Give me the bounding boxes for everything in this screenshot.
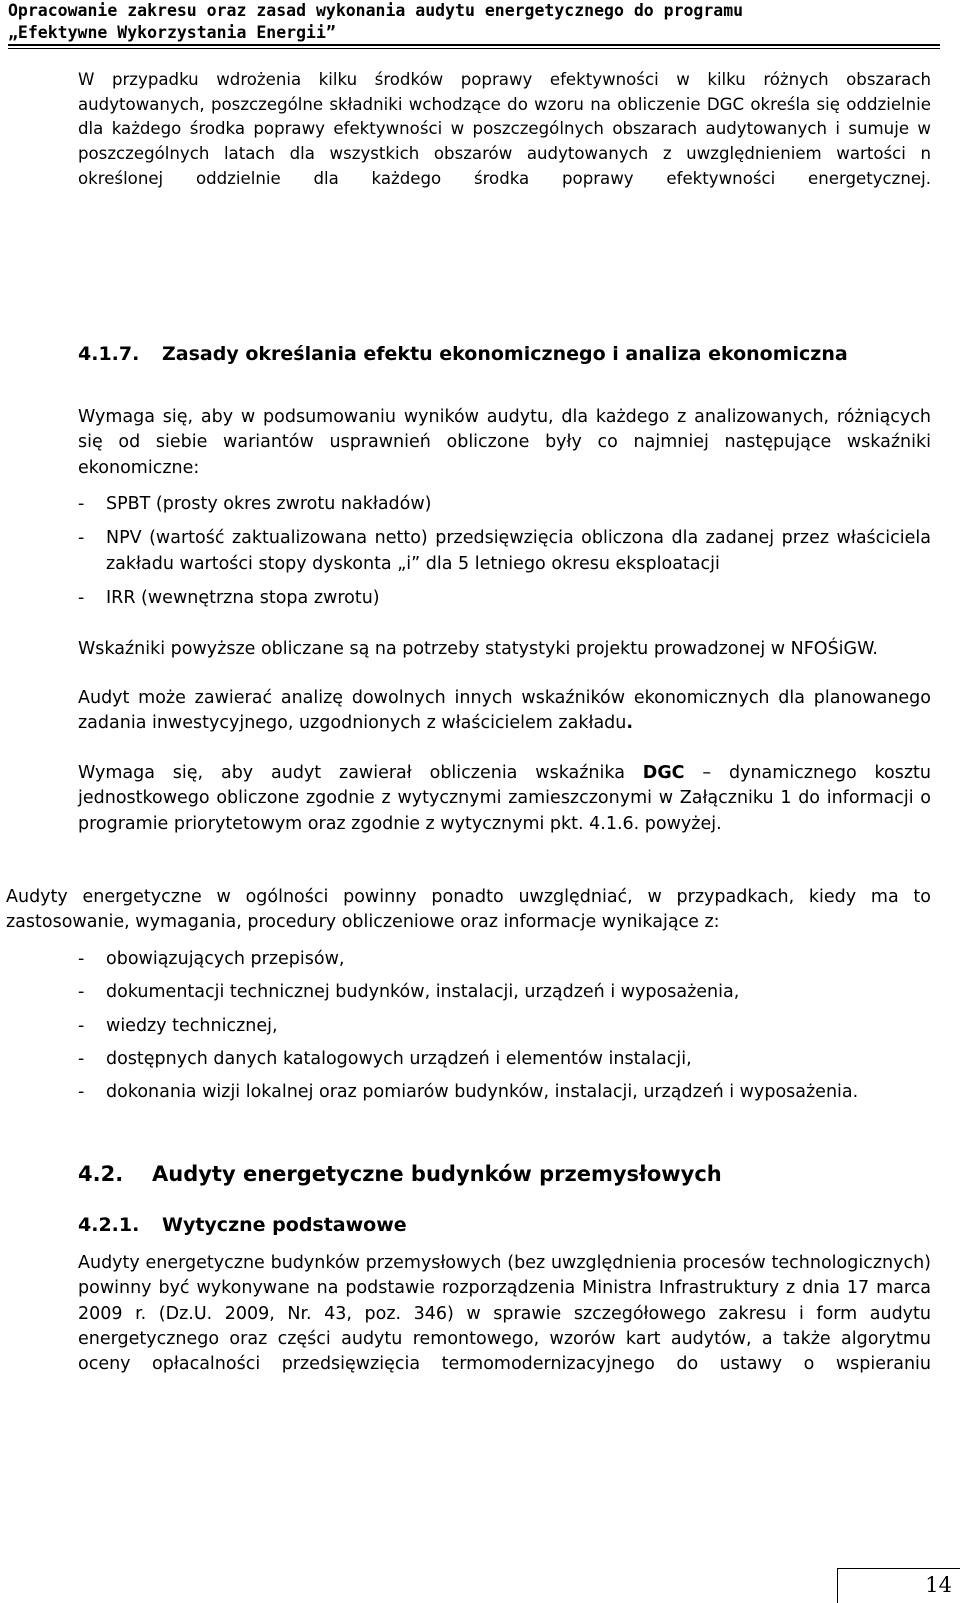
section-number: 4.2.: [78, 1162, 124, 1186]
section-heading-4-1-7: [78, 343, 931, 365]
list-dash: -: [78, 1048, 85, 1069]
page-number: 14: [925, 1573, 952, 1597]
dgc-term: DGC: [642, 763, 685, 783]
section-title: Audyty energetyczne budynków przemysłowych: [152, 1162, 722, 1186]
paragraph-nfosigw-statistics: Wskaźniki powyższe obliczane są na potrzeby statystyki projektu prowadzonej w NFOŚiGW.: [78, 639, 878, 659]
list-item: - dostępnych danych katalogowych urządzeń i elementów instalacji,: [78, 1047, 931, 1072]
list-item: - NPV (wartość zaktualizowana netto) przedsięwzięcia obliczona dla zadanej przez właściciela zakładu wartości stopy dyskonta „i” dla 5 letniego okresu eksploatacji: [78, 528, 931, 574]
section-heading-4-2: [78, 1162, 931, 1186]
list-dash: -: [78, 1015, 85, 1036]
section-title: Zasady określania efektu ekonomicznego i analiza ekonomiczna: [162, 343, 848, 365]
section-number: 4.1.7.: [78, 343, 140, 365]
section-number: 4.2.1.: [78, 1214, 140, 1236]
running-header: [8, 0, 938, 46]
list-item: - IRR (wewnętrzna stopa zwrotu): [78, 586, 931, 611]
paragraph-optional-indicators: Audyt może zawierać analizę dowolnych innych wskaźników ekonomicznych dla planowanego zadania inwestycyjnego, uzgodnionych z właścicielem zakładu.: [78, 688, 931, 734]
list-dash: -: [78, 587, 85, 608]
list-item: - wiedzy technicznej,: [78, 1014, 931, 1039]
section-heading-4-2-1: [78, 1214, 931, 1236]
paragraph-industrial-audit-basis: Audyty energetyczne budynków przemysłowych (bez uwzględnienia procesów technologicznych) powinny być wykonywane na podstawie rozporządzenia Ministra Infrastruktury z dnia 17 marca 2009 r. (Dz.U. 2009, Nr. 43, poz. 346) w sprawie szczegółowego zakresu i form audytu energetycznego oraz części audytu remontowego, wzorów kart audytów, a także algorytmu oceny opłacalności przedsięwzięcia termomodernizacyjnego do ustawy o wspieraniu: [78, 1253, 931, 1375]
indicator-list: [78, 492, 931, 611]
paragraph-economic-indicators-intro: Wymaga się, aby w podsumowaniu wyników audytu, dla każdego z analizowanych, różniących się od siebie wariantów usprawnień obliczone były co najmniej następujące wskaźniki ekonomiczne:: [78, 407, 931, 478]
list-dash: -: [78, 982, 85, 1003]
list-dash: -: [78, 528, 85, 549]
header-line-2: „Efektywne Wykorzystania Energii”: [8, 23, 336, 42]
list-item: - dokumentacji technicznej budynków, instalacji, urządzeń i wyposażenia,: [78, 980, 931, 1005]
list-item: - dokonania wizji lokalnej oraz pomiarów budynków, instalacji, urządzeń i wyposażenia.: [78, 1080, 931, 1105]
header-line-1: Opracowanie zakresu oraz zasad wykonania audytu energetycznego do programu: [8, 1, 744, 20]
list-dash: -: [78, 1082, 85, 1103]
header-divider-thin: [8, 48, 940, 49]
section-title: Wytyczne podstawowe: [162, 1214, 407, 1236]
list-dash: -: [78, 949, 85, 969]
list-item: - obowiązujących przepisów,: [78, 947, 931, 972]
sources-list: [78, 947, 931, 1105]
paragraph-dgc-multiple-measures: W przypadku wdrożenia kilku środków poprawy efektywności w kilku różnych obszarach audytowanych, poszczególne składniki wchodzące do wzoru na obliczenie DGC określa się oddzielnie dla każdego środka poprawy efektywności w poszczególnych obszarach audytowanych i sumuje w poszczególnych latach dla wszystkich obszarów audytowanych z uwzględnieniem wartości n określonej oddzielnie dla każdego środka poprawy efektywności energetycznej.: [78, 70, 931, 188]
header-divider-thick: [8, 44, 940, 46]
paragraph-audit-sources-intro: Audyty energetyczne w ogólności powinny ponadto uwzględniać, w przypadkach, kiedy ma to zastosowanie, wymagania, procedury obliczeniowe oraz informacje wynikające z:: [6, 887, 931, 933]
paragraph-dgc-requirement: Wymaga się, aby audyt zawierał obliczenia wskaźnika DGC – dynamicznego kosztu jednostkowego obliczone zgodnie z wytycznymi zamieszczonymi w Załączniku 1 do informacji o programie priorytetowym oraz zgodnie z wytycznymi pkt. 4.1.6. powyżej.: [78, 763, 931, 834]
list-item: - SPBT (prosty okres zwrotu nakładów): [78, 492, 931, 517]
list-dash: -: [78, 494, 85, 514]
page-number-box: [837, 1568, 960, 1603]
